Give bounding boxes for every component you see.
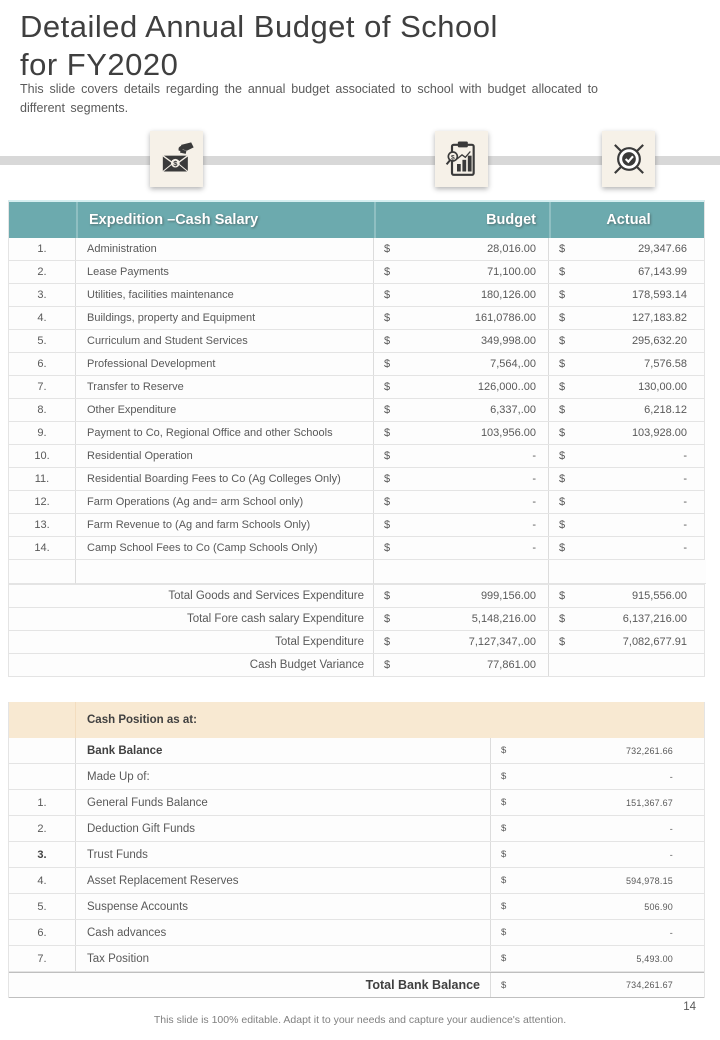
footer-note: This slide is 100% editable. Adapt it to your needs and capture your audience's attention.: [153, 1014, 567, 1026]
budget-cell: [374, 353, 549, 375]
budget-cell: [374, 514, 549, 536]
budget-cell: [374, 307, 549, 329]
currency-symbol: $: [384, 288, 391, 301]
row-number: 2.: [9, 261, 76, 283]
value-cell: [491, 868, 706, 893]
amount: 506.90: [644, 901, 673, 912]
cash-position-table: [8, 702, 705, 998]
value-cell: [491, 764, 706, 789]
amount: 127,183.82: [631, 311, 687, 324]
svg-text:$: $: [172, 159, 177, 169]
row-number: 7.: [9, 946, 76, 971]
currency-symbol: $: [501, 875, 507, 886]
budget-cell: [374, 468, 549, 490]
currency-symbol: $: [384, 635, 391, 648]
row-description: Suspense Accounts: [76, 894, 491, 919]
budget-cell: [374, 631, 549, 653]
page-title: [20, 8, 498, 84]
budget-table-header: [9, 202, 704, 238]
row-description: Transfer to Reserve: [76, 376, 374, 398]
row-number: 5.: [9, 330, 76, 352]
currency-symbol: $: [559, 380, 566, 393]
actual-cell: [549, 353, 706, 375]
currency-symbol: $: [559, 334, 566, 347]
row-description: General Funds Balance: [76, 790, 491, 815]
amount: 126,000..00: [477, 380, 536, 393]
actual-cell: [549, 585, 706, 607]
budget-cell: [374, 399, 549, 421]
budget-row: [9, 422, 704, 445]
currency-symbol: $: [559, 311, 566, 324]
value-cell: [491, 946, 706, 971]
total-label: Total Goods and Services Expenditure: [9, 585, 374, 607]
budget-row: [9, 537, 704, 560]
value-cell: [491, 920, 706, 945]
budget-cell: [374, 608, 549, 630]
amount: 7,127,347,.00: [468, 635, 536, 648]
amount: -: [683, 495, 687, 508]
budget-cell: [374, 422, 549, 444]
currency-symbol: $: [384, 612, 391, 625]
amount: -: [669, 771, 673, 782]
actual-cell: [549, 537, 706, 559]
amount: 6,337,.00: [490, 403, 536, 416]
currency-symbol: $: [559, 472, 566, 485]
budget-cell: [374, 654, 549, 676]
row-description: Trust Funds: [76, 842, 491, 867]
currency-symbol: $: [384, 472, 391, 485]
actual-cell: [549, 491, 706, 513]
total-label: Total Fore cash salary Expenditure: [9, 608, 374, 630]
target-check-icon: [609, 139, 649, 179]
row-description: Other Expenditure: [76, 399, 374, 421]
currency-symbol: $: [559, 265, 566, 278]
currency-symbol: $: [384, 265, 391, 278]
currency-symbol: $: [559, 449, 566, 462]
report-clipboard-icon: [442, 139, 482, 179]
icon-card-target: [602, 131, 655, 187]
amount: -: [683, 472, 687, 485]
page-number: 14: [683, 1001, 696, 1013]
budget-cell: [374, 330, 549, 352]
row-description: Residential Boarding Fees to Co (Ag Colleges Only): [76, 468, 374, 490]
row-description: Bank Balance: [76, 738, 491, 763]
page-title-line2: for FY2020: [20, 47, 179, 82]
cash-total-row: [9, 972, 704, 998]
amount: -: [683, 518, 687, 531]
currency-symbol: $: [559, 589, 566, 602]
amount: 180,126.00: [480, 288, 536, 301]
amount: -: [532, 449, 536, 462]
actual-cell: [549, 238, 706, 260]
cash-total-amount: 734,261.67: [625, 980, 673, 990]
amount: 915,556.00: [631, 589, 687, 602]
row-description: Tax Position: [76, 946, 491, 971]
row-description: Residential Operation: [76, 445, 374, 467]
amount: -: [669, 849, 673, 860]
currency-symbol: $: [559, 357, 566, 370]
blank-cell: [9, 560, 76, 584]
value-cell: [491, 842, 706, 867]
budget-row: [9, 307, 704, 330]
amount: 103,956.00: [480, 426, 536, 439]
cash-position-body: [9, 738, 704, 972]
row-number: 11.: [9, 468, 76, 490]
currency-symbol: $: [501, 953, 507, 964]
row-number: 5.: [9, 894, 76, 919]
currency-symbol: $: [384, 589, 391, 602]
amount: 7,082,677.91: [622, 635, 687, 648]
budget-total-row: [9, 608, 704, 631]
amount: -: [532, 518, 536, 531]
currency-symbol: $: [384, 495, 391, 508]
column-header-blank: [9, 202, 76, 238]
currency-symbol: $: [501, 927, 507, 938]
budget-row: [9, 491, 704, 514]
amount: -: [669, 927, 673, 938]
budget-row: [9, 284, 704, 307]
currency-symbol: $: [559, 242, 566, 255]
currency-symbol: $: [559, 635, 566, 648]
row-number: 4.: [9, 868, 76, 893]
cash-total-value: [491, 973, 706, 997]
budget-cell: [374, 238, 549, 260]
row-number: 12.: [9, 491, 76, 513]
currency-symbol: $: [384, 334, 391, 347]
amount: -: [532, 472, 536, 485]
amount: 594,978.15: [625, 875, 673, 886]
cash-row: [9, 738, 704, 764]
budget-row: [9, 353, 704, 376]
cash-row: [9, 894, 704, 920]
subtitle: This slide covers details regarding the annual budget associated to school with budget allocated to different segments.: [20, 82, 598, 115]
budget-total-row: [9, 585, 704, 608]
actual-cell: [549, 631, 706, 653]
currency-symbol: $: [384, 380, 391, 393]
row-number: 7.: [9, 376, 76, 398]
row-number: 1.: [9, 790, 76, 815]
amount: 71,100.00: [487, 265, 536, 278]
budget-row: [9, 261, 704, 284]
amount: 161,0786.00: [474, 311, 536, 324]
row-description: Lease Payments: [76, 261, 374, 283]
amount: -: [532, 541, 536, 554]
currency-symbol: $: [559, 495, 566, 508]
actual-cell: [549, 376, 706, 398]
budget-row: [9, 468, 704, 491]
currency-symbol: $: [384, 357, 391, 370]
budget-row: [9, 399, 704, 422]
amount: 999,156.00: [480, 589, 536, 602]
total-label: Total Expenditure: [9, 631, 374, 653]
currency-symbol: $: [384, 311, 391, 324]
row-number: 6.: [9, 353, 76, 375]
amount: 5,148,216.00: [471, 612, 536, 625]
amount: 295,632.20: [631, 334, 687, 347]
row-description: Farm Revenue to (Ag and farm Schools Only): [76, 514, 374, 536]
row-description: Administration: [76, 238, 374, 260]
row-description: Cash advances: [76, 920, 491, 945]
cash-row: [9, 790, 704, 816]
amount: 7,564,.00: [490, 357, 536, 370]
cash-row: [9, 842, 704, 868]
budget-cell: [374, 491, 549, 513]
budget-row: [9, 376, 704, 399]
icon-card-money: [150, 131, 203, 187]
currency-symbol: $: [384, 518, 391, 531]
currency-symbol: $: [559, 426, 566, 439]
amount: 349,998.00: [480, 334, 536, 347]
row-description: Asset Replacement Reserves: [76, 868, 491, 893]
cash-row: [9, 920, 704, 946]
cash-row: [9, 764, 704, 790]
row-number: 9.: [9, 422, 76, 444]
amount: 178,593.14: [631, 288, 687, 301]
row-number: 6.: [9, 920, 76, 945]
column-header-budget: Budget: [374, 202, 549, 238]
row-number: 3.: [9, 284, 76, 306]
currency-symbol: $: [559, 403, 566, 416]
row-number: 4.: [9, 307, 76, 329]
budget-total-row: [9, 654, 704, 677]
currency-symbol: $: [384, 541, 391, 554]
column-header-expedition: Expedition –Cash Salary: [76, 202, 374, 238]
currency-symbol: $: [559, 288, 566, 301]
currency-symbol: $: [384, 426, 391, 439]
currency-symbol: $: [501, 771, 507, 782]
row-number: 2.: [9, 816, 76, 841]
budget-row: [9, 238, 704, 261]
actual-cell: [549, 399, 706, 421]
column-header-actual: Actual: [549, 202, 706, 238]
actual-cell: [549, 284, 706, 306]
actual-cell: [549, 654, 706, 676]
cash-position-header: [9, 702, 704, 738]
budget-cell: [374, 585, 549, 607]
amount: -: [532, 495, 536, 508]
actual-cell: [549, 514, 706, 536]
row-description: Farm Operations (Ag and= arm School only): [76, 491, 374, 513]
currency-symbol: $: [384, 403, 391, 416]
row-description: Utilities, facilities maintenance: [76, 284, 374, 306]
row-description: Curriculum and Student Services: [76, 330, 374, 352]
row-number: 1.: [9, 238, 76, 260]
amount: 77,861.00: [487, 658, 536, 671]
row-number: [9, 764, 76, 789]
amount: 29,347.66: [638, 242, 687, 255]
value-cell: [491, 894, 706, 919]
currency-symbol: $: [501, 901, 507, 912]
row-description: Buildings, property and Equipment: [76, 307, 374, 329]
page-title-line1: Detailed Annual Budget of School: [20, 9, 498, 44]
amount: 5,493.00: [636, 953, 673, 964]
row-number: 10.: [9, 445, 76, 467]
budget-table: [8, 200, 705, 677]
cash-position-title: Cash Position as at:: [87, 714, 197, 726]
budget-row: [9, 514, 704, 537]
money-envelope-icon: [157, 139, 197, 179]
actual-cell: [549, 261, 706, 283]
spacer-row: [9, 560, 704, 585]
actual-cell: [549, 608, 706, 630]
currency-symbol: $: [559, 612, 566, 625]
row-number: 14.: [9, 537, 76, 559]
row-description: Camp School Fees to Co (Camp Schools Only): [76, 537, 374, 559]
currency-symbol: $: [501, 797, 507, 808]
currency-symbol: $: [559, 541, 566, 554]
value-cell: [491, 816, 706, 841]
row-description: Professional Development: [76, 353, 374, 375]
amount: -: [683, 449, 687, 462]
currency-symbol: $: [501, 823, 507, 834]
row-number: 13.: [9, 514, 76, 536]
cash-row: [9, 946, 704, 972]
budget-total-row: [9, 631, 704, 654]
actual-cell: [549, 307, 706, 329]
row-description: Made Up of:: [76, 764, 491, 789]
amount: 28,016.00: [487, 242, 536, 255]
amount: 6,137,216.00: [622, 612, 687, 625]
amount: 103,928.00: [631, 426, 687, 439]
budget-cell: [374, 445, 549, 467]
budget-row: [9, 330, 704, 353]
budget-cell: [374, 284, 549, 306]
amount: -: [683, 541, 687, 554]
currency-symbol: $: [501, 745, 507, 756]
svg-text:$: $: [450, 154, 455, 162]
currency-symbol: $: [501, 849, 507, 860]
row-description: Payment to Co, Regional Office and other Schools: [76, 422, 374, 444]
cash-header-blank: [9, 702, 76, 738]
actual-cell: [549, 422, 706, 444]
amount: -: [669, 823, 673, 834]
row-number: [9, 738, 76, 763]
currency-symbol: $: [384, 658, 391, 671]
row-number: 8.: [9, 399, 76, 421]
cash-total-label: Total Bank Balance: [9, 973, 491, 997]
icon-card-report: [435, 131, 488, 187]
amount: 130,00.00: [638, 380, 687, 393]
actual-cell: [549, 445, 706, 467]
budget-table-body: [9, 238, 704, 677]
value-cell: [491, 738, 706, 763]
amount: 67,143.99: [638, 265, 687, 278]
cash-row: [9, 816, 704, 842]
amount: 151,367.67: [625, 797, 673, 808]
budget-cell: [374, 376, 549, 398]
amount: 732,261.66: [625, 745, 673, 756]
actual-cell: [549, 468, 706, 490]
total-label: Cash Budget Variance: [9, 654, 374, 676]
currency-symbol: $: [384, 449, 391, 462]
value-cell: [491, 790, 706, 815]
row-number: 3.: [9, 842, 76, 867]
budget-row: [9, 445, 704, 468]
blank-cell: [549, 560, 706, 584]
blank-cell: [76, 560, 374, 584]
amount: 7,576.58: [644, 357, 687, 370]
currency-symbol: $: [501, 979, 507, 991]
blank-cell: [374, 560, 549, 584]
cash-row: [9, 868, 704, 894]
budget-cell: [374, 537, 549, 559]
amount: 6,218.12: [644, 403, 687, 416]
actual-cell: [549, 330, 706, 352]
budget-cell: [374, 261, 549, 283]
currency-symbol: $: [559, 518, 566, 531]
row-description: Deduction Gift Funds: [76, 816, 491, 841]
currency-symbol: $: [384, 242, 391, 255]
